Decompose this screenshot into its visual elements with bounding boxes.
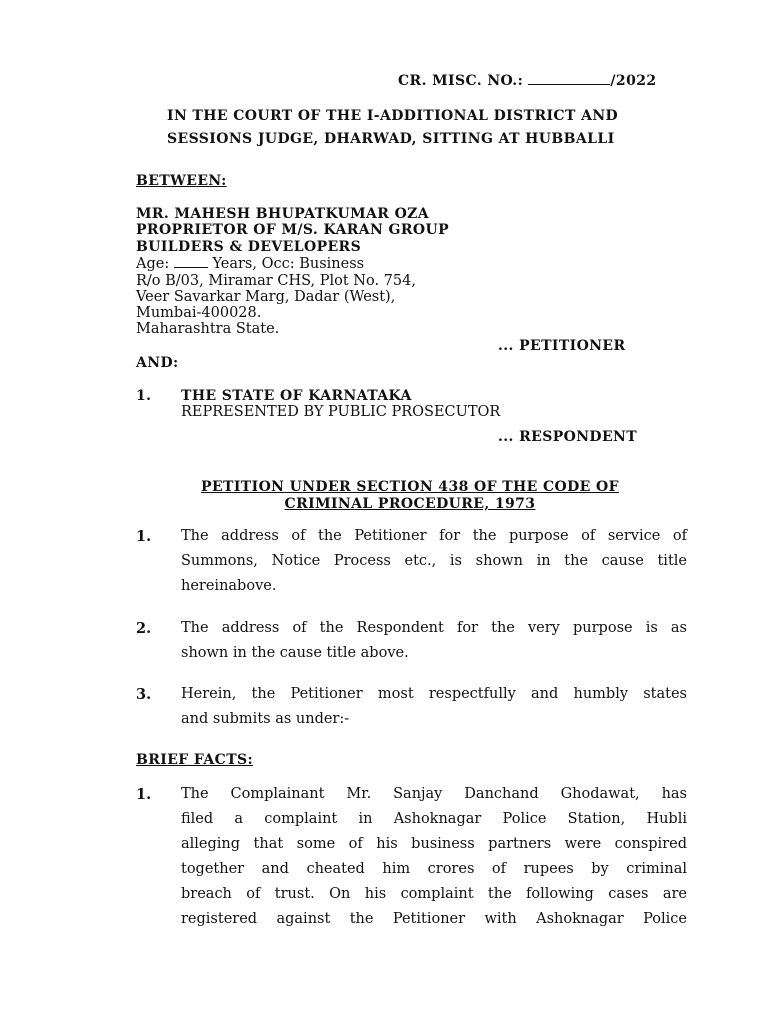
respondent-number: 1.: [136, 388, 152, 404]
paragraph-number: 2.: [136, 620, 152, 637]
petitioner-address-line: Maharashtra State.: [136, 321, 280, 337]
paragraph-line: Herein, the Petitioner most respectfully and humbly states: [181, 686, 687, 702]
petitioner-role: ... PETITIONER: [498, 338, 626, 354]
case-number-prefix: CR. MISC. NO.:: [398, 73, 529, 89]
paragraph-line: Summons, Notice Process etc., is shown in the cause title: [181, 553, 687, 569]
paragraph-line: and submits as under:-: [181, 711, 350, 727]
fact-number: 1.: [136, 786, 152, 803]
respondent-name: THE STATE OF KARNATAKA: [181, 388, 412, 404]
case-number: [398, 73, 657, 89]
paragraph-line: The address of the Respondent for the very purpose is as: [181, 620, 687, 636]
respondent-represented: REPRESENTED BY PUBLIC PROSECUTOR: [181, 404, 501, 420]
fact-line: filed a complaint in Ashoknagar Police Station, Hubli: [181, 811, 687, 827]
fact-line: registered against the Petitioner with Ashoknagar Police: [181, 911, 687, 927]
petitioner-age-blank: [174, 267, 208, 268]
court-title-line-1: IN THE COURT OF THE I-ADDITIONAL DISTRICT AND: [167, 108, 619, 124]
petitioner-age-suffix: Years, Occ: Business: [207, 256, 365, 272]
paragraph-1: [181, 524, 687, 599]
petition-heading-line-2: CRIMINAL PROCEDURE, 1973: [284, 496, 536, 512]
between-label: BETWEEN:: [136, 173, 227, 189]
petition-heading-line-1: PETITION UNDER SECTION 438 OF THE CODE OF: [201, 479, 619, 495]
fact-line: together and cheated him crores of rupees by criminal: [181, 861, 687, 877]
case-number-suffix: /2022: [610, 73, 657, 89]
brief-facts-label: BRIEF FACTS:: [136, 752, 254, 768]
paragraph-line: The address of the Petitioner for the purpose of service of: [181, 528, 687, 544]
petitioner-name: MR. MAHESH BHUPATKUMAR OZA: [136, 206, 430, 222]
court-title-line-2: SESSIONS JUDGE, DHARWAD, SITTING AT HUBBALLI: [167, 131, 615, 147]
fact-line: The Complainant Mr. Sanjay Danchand Ghodawat, has: [181, 786, 687, 802]
fact-line: breach of trust. On his complaint the following cases are: [181, 886, 687, 902]
petitioner-title-1: PROPRIETOR OF M/S. KARAN GROUP: [136, 222, 449, 238]
petitioner-age: [136, 256, 364, 272]
and-label: AND:: [136, 355, 179, 371]
respondent-role: ... RESPONDENT: [498, 429, 638, 445]
petitioner-address-line: Mumbai-400028.: [136, 305, 262, 321]
fact-line: alleging that some of his business partners were conspired: [181, 836, 687, 852]
petitioner-age-prefix: Age:: [136, 256, 174, 272]
case-number-blank: [528, 84, 610, 85]
paragraph-3: [181, 682, 687, 732]
paragraph-line: shown in the cause title above.: [181, 645, 409, 661]
paragraph-number: 3.: [136, 686, 152, 703]
paragraph-number: 1.: [136, 528, 152, 545]
petitioner-title-2: BUILDERS & DEVELOPERS: [136, 239, 362, 255]
fact-1: [181, 782, 687, 932]
paragraph-line: hereinabove.: [181, 578, 277, 594]
paragraph-2: [181, 616, 687, 666]
petitioner-address-line: Veer Savarkar Marg, Dadar (West),: [136, 289, 396, 305]
petitioner-address-line: R/o B/03, Miramar CHS, Plot No. 754,: [136, 273, 416, 289]
